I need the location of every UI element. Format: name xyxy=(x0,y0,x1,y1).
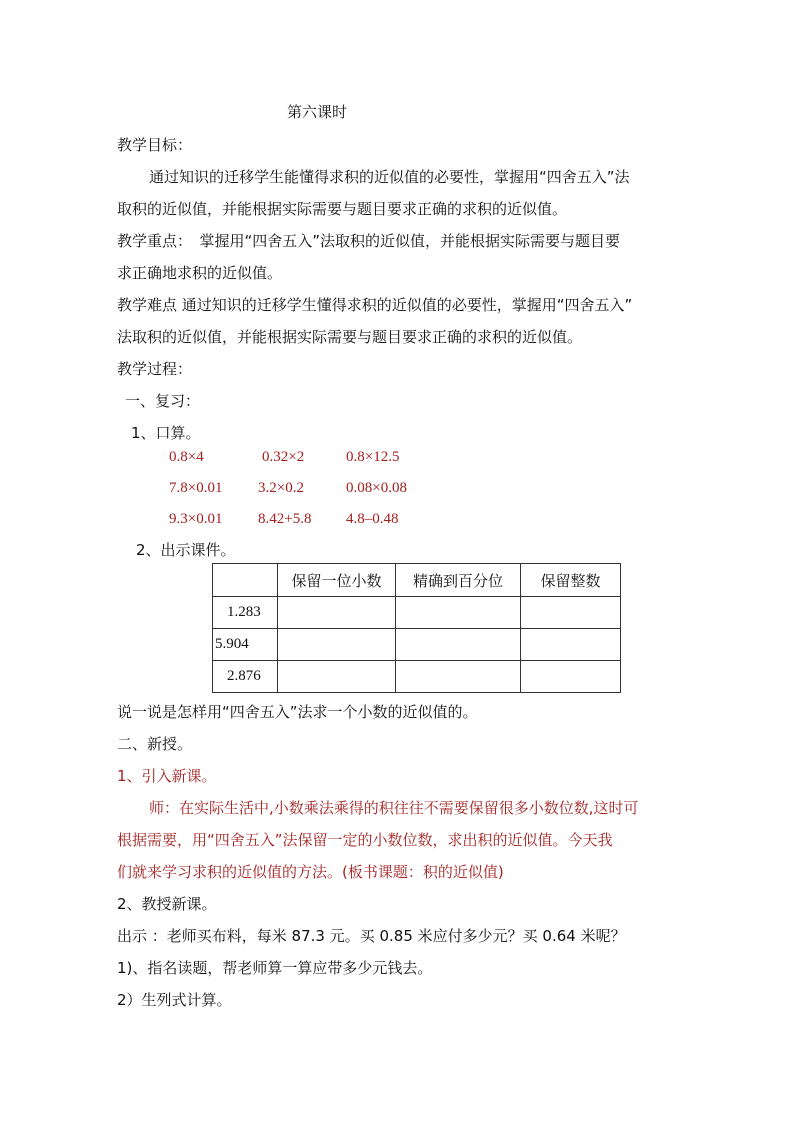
new-lesson-heading: 二、新授。 xyxy=(117,735,193,753)
page-title: 第六课时 xyxy=(287,103,348,121)
table-cell xyxy=(278,661,396,693)
oral-item: 4.8–0.48 xyxy=(346,511,399,527)
review-heading: 一、复习： xyxy=(125,392,201,410)
table-cell xyxy=(278,597,396,629)
intro-line-3: 们就来学习求积的近似值的方法。(板书课题：积的近似值) xyxy=(117,863,504,881)
problem-line: 出示 ：老师买布料，每米 87.3 元。买 0.85 米应付多少元？买 0.64 米呢？ xyxy=(117,927,626,945)
objectives-line-1: 通过知识的迁移学生能懂得求积的近似值的必要性，掌握用“四舍五入”法 xyxy=(149,168,630,186)
oral-item: 0.32×2 xyxy=(262,449,305,465)
table-cell: 2.876 xyxy=(213,661,278,693)
oral-heading: 1、口算。 xyxy=(131,424,201,442)
table-cell xyxy=(521,629,621,661)
table-cell xyxy=(396,629,521,661)
table-header-cell: 保留整数 xyxy=(521,564,621,597)
intro-line-1: 师：在实际生活中,小数乘法乘得的积往往不需要保留很多小数位数,这时可 xyxy=(149,799,639,817)
intro-line-2: 根据需要，用“四舍五入”法保留一定的小数位数，求出积的近似值。今天我 xyxy=(117,831,613,849)
explain-line: 说一说是怎样用“四舍五入”法求一个小数的近似值的。 xyxy=(117,703,478,721)
table-header-cell: 精确到百分位 xyxy=(396,564,521,597)
rounding-table xyxy=(212,563,621,693)
table-cell xyxy=(278,629,396,661)
objectives-heading: 教学目标： xyxy=(117,136,193,154)
teach-heading: 2、教授新课。 xyxy=(117,895,217,913)
table-header-row xyxy=(213,564,621,597)
key-points-line-1: 教学重点： 掌握用“四舍五入”法取积的近似值，并能根据实际需要与题目要 xyxy=(117,232,621,250)
objectives-line-2: 取积的近似值，并能根据实际需要与题目要求正确的求积的近似值。 xyxy=(117,200,568,218)
oral-item: 0.08×0.08 xyxy=(346,480,407,496)
oral-item: 8.42+5.8 xyxy=(258,511,312,527)
oral-item: 0.8×12.5 xyxy=(346,449,400,465)
table-header-cell: 保留一位小数 xyxy=(278,564,396,597)
table-cell xyxy=(521,661,621,693)
table-header-cell xyxy=(213,564,278,597)
difficulties-line-1: 教学难点 通过知识的迁移学生懂得求积的近似值的必要性，掌握用“四舍五入” xyxy=(117,296,633,314)
table-row xyxy=(213,629,621,661)
table-row xyxy=(213,597,621,629)
table-row xyxy=(213,661,621,693)
table-cell: 1.283 xyxy=(213,597,278,629)
table-cell: 5.904 xyxy=(213,629,278,661)
oral-item: 0.8×4 xyxy=(169,449,204,465)
step-2: 2）生列式计算。 xyxy=(117,991,232,1009)
key-points-line-2: 求正确地求积的近似值。 xyxy=(117,264,283,282)
oral-item: 9.3×0.01 xyxy=(169,511,223,527)
table-cell xyxy=(396,597,521,629)
process-heading: 教学过程： xyxy=(117,360,193,378)
table-cell xyxy=(396,661,521,693)
difficulties-line-2: 法取积的近似值，并能根据实际需要与题目要求正确的求积的近似值。 xyxy=(117,328,583,346)
intro-heading: 1、引入新课。 xyxy=(117,767,217,785)
oral-item: 3.2×0.2 xyxy=(258,480,304,496)
courseware-heading: 2、出示课件。 xyxy=(136,541,236,559)
step-1: 1)、指名读题，帮老师算一算应带多少元钱去。 xyxy=(117,959,433,977)
table-cell xyxy=(521,597,621,629)
oral-item: 7.8×0.01 xyxy=(169,480,223,496)
